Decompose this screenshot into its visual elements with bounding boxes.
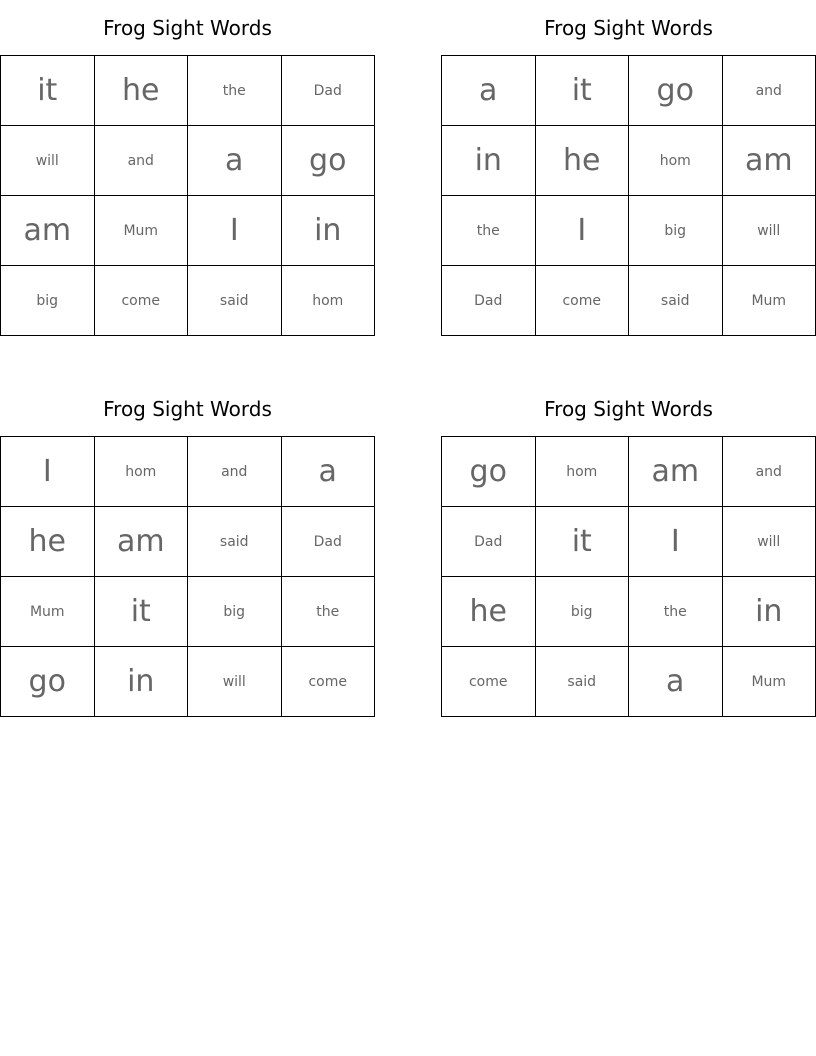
word-cell: the (188, 56, 282, 126)
word-cell: a (281, 437, 375, 507)
grid-row (442, 647, 816, 717)
word-cell: Mum (722, 647, 816, 717)
word-cell: and (722, 437, 816, 507)
word-cell: am (722, 126, 816, 196)
word-cell: am (629, 437, 723, 507)
word-cell: a (188, 126, 282, 196)
word-cell: Dad (442, 266, 536, 336)
word-cell: go (1, 647, 95, 717)
word-cell: a (442, 56, 536, 126)
grid-row (1, 437, 375, 507)
word-cell: come (442, 647, 536, 717)
word-cell: Dad (281, 56, 375, 126)
word-cell: big (188, 577, 282, 647)
card-title: Frog Sight Words (103, 16, 272, 40)
word-cell: I (188, 196, 282, 266)
word-cell: it (535, 507, 629, 577)
grid-row (442, 507, 816, 577)
word-cell: and (188, 437, 282, 507)
grid-row (1, 507, 375, 577)
word-cell: hom (94, 437, 188, 507)
grid-row (442, 437, 816, 507)
grid-row (1, 266, 375, 336)
word-cell: hom (281, 266, 375, 336)
word-cell: big (1, 266, 95, 336)
bingo-grid (0, 55, 375, 336)
word-cell: said (535, 647, 629, 717)
word-cell: in (94, 647, 188, 717)
word-cell: big (629, 196, 723, 266)
grid-row (442, 577, 816, 647)
word-cell: will (722, 507, 816, 577)
word-cell: in (281, 196, 375, 266)
card-title: Frog Sight Words (103, 397, 272, 421)
grid-row (442, 266, 816, 336)
word-cell: Dad (281, 507, 375, 577)
word-cell: go (629, 56, 723, 126)
grid-row (1, 56, 375, 126)
word-cell: he (442, 577, 536, 647)
word-cell: and (722, 56, 816, 126)
word-cell: said (629, 266, 723, 336)
word-cell: I (1, 437, 95, 507)
word-cell: in (722, 577, 816, 647)
word-cell: go (281, 126, 375, 196)
word-cell: am (1, 196, 95, 266)
card-title: Frog Sight Words (544, 16, 713, 40)
word-cell: will (1, 126, 95, 196)
word-cell: go (442, 437, 536, 507)
word-cell: Dad (442, 507, 536, 577)
word-cell: will (188, 647, 282, 717)
word-cell: he (535, 126, 629, 196)
bingo-grid (441, 55, 816, 336)
word-cell: hom (629, 126, 723, 196)
word-cell: and (94, 126, 188, 196)
word-cell: he (1, 507, 95, 577)
word-cell: said (188, 507, 282, 577)
word-cell: it (94, 577, 188, 647)
card-title: Frog Sight Words (544, 397, 713, 421)
word-cell: the (442, 196, 536, 266)
word-cell: big (535, 577, 629, 647)
word-cell: Mum (1, 577, 95, 647)
bingo-grid (441, 436, 816, 717)
word-cell: it (535, 56, 629, 126)
word-cell: the (629, 577, 723, 647)
word-cell: Mum (722, 266, 816, 336)
grid-row (442, 126, 816, 196)
word-cell: come (535, 266, 629, 336)
bingo-grid (0, 436, 375, 717)
grid-row (1, 126, 375, 196)
grid-row (442, 56, 816, 126)
word-cell: I (535, 196, 629, 266)
word-cell: Mum (94, 196, 188, 266)
word-cell: the (281, 577, 375, 647)
grid-row (1, 647, 375, 717)
word-cell: it (1, 56, 95, 126)
word-cell: am (94, 507, 188, 577)
word-cell: a (629, 647, 723, 717)
word-cell: I (629, 507, 723, 577)
grid-row (1, 196, 375, 266)
grid-row (442, 196, 816, 266)
grid-row (1, 577, 375, 647)
word-cell: hom (535, 437, 629, 507)
word-cell: he (94, 56, 188, 126)
word-cell: come (281, 647, 375, 717)
word-cell: will (722, 196, 816, 266)
word-cell: in (442, 126, 536, 196)
word-cell: come (94, 266, 188, 336)
word-cell: said (188, 266, 282, 336)
